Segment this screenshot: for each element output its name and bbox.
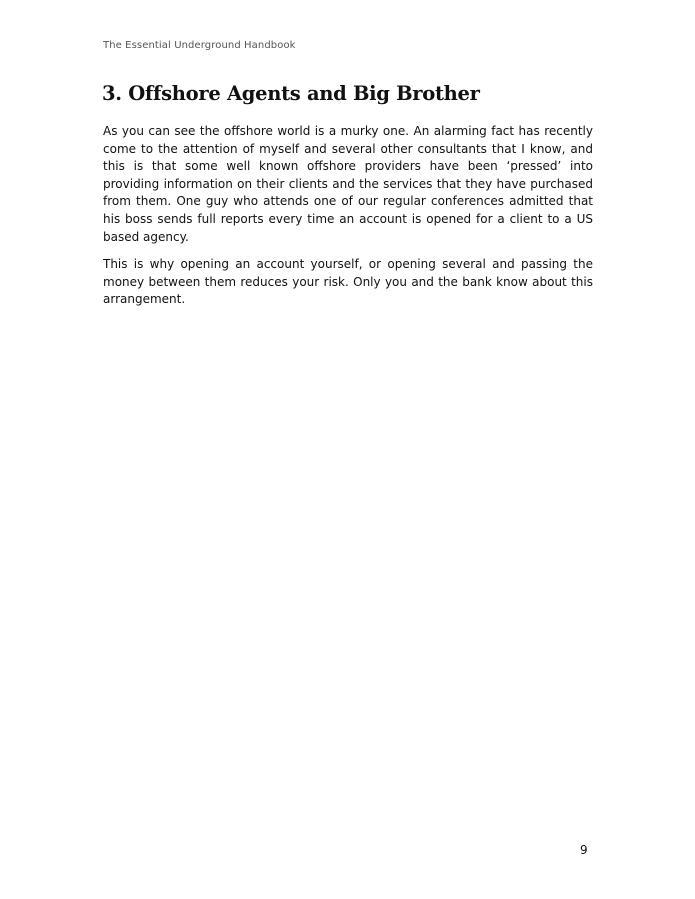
page-number: 9 (580, 843, 588, 857)
section-title: 3. Offshore Agents and Big Brother (102, 82, 480, 105)
running-header: The Essential Underground Handbook (103, 40, 296, 51)
body-paragraph-1: As you can see the offshore world is a murky one. An alarming fact has recently come to the attention of myself and several other consultants that I know, and this is that some well known offshore providers have been ‘pressed’ into providing information on their clients and the services that they have purchased from them. One guy who attends one of our regular conferences admitted that his boss sends full reports every time an account is opened for a client to a US based agency. (103, 124, 593, 244)
body-paragraph-2: This is why opening an account yourself, or opening several and passing the money between them reduces your risk. Only you and the bank know about this arrangement. (103, 257, 593, 307)
